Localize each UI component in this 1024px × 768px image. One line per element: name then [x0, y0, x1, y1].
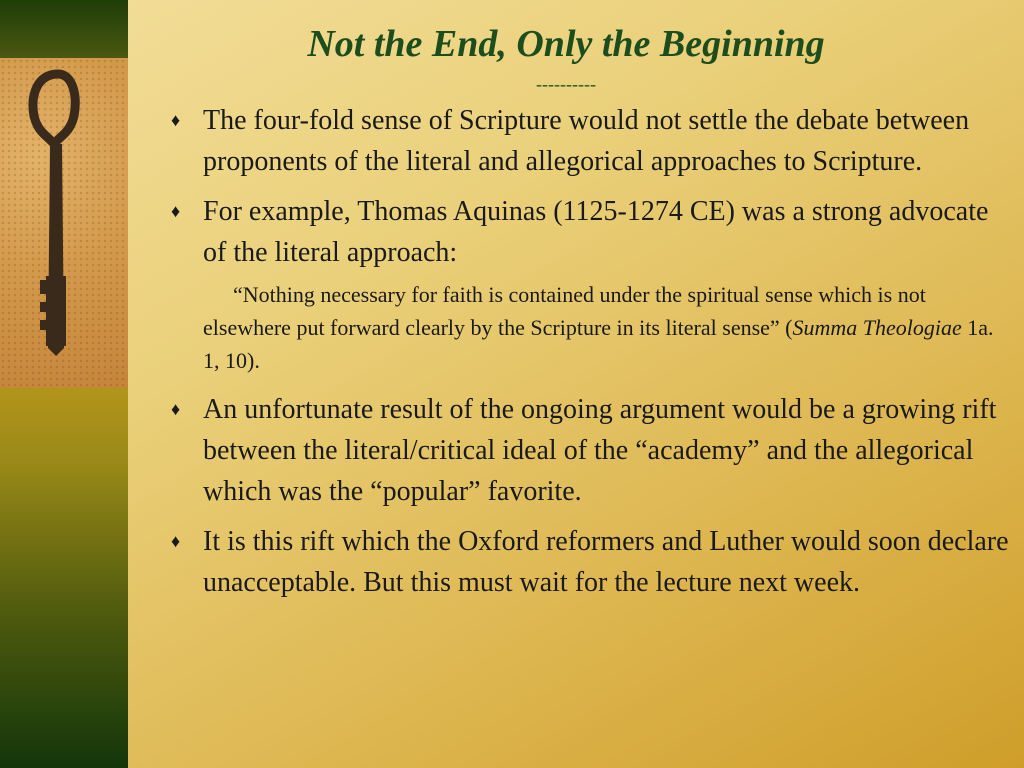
decorative-sidebar [0, 0, 128, 768]
bullet-item [166, 521, 1011, 603]
title-divider: ---------- [536, 74, 596, 94]
bullet-text: It is this rift which the Oxford reformers and Luther would soon declare unacceptable. But this must wait for the lecture next week. [203, 526, 1009, 598]
antique-key-image [0, 58, 128, 388]
aquinas-quote [166, 278, 1011, 377]
bullet-text: For example, Thomas Aquinas (1125-1274 CE) was a strong advocate of the literal approach: [203, 196, 989, 268]
bullet-text: An unfortunate result of the ongoing argument would be a growing rift between the literal/critical ideal of the “academy” and the allegorical which was the “popular” favorite. [203, 394, 997, 507]
quote-citation-ref: 1a. 1, 10). [203, 315, 994, 373]
bullet-item [166, 100, 1011, 182]
bullet-text: The four-fold sense of Scripture would not settle the debate between proponents of the literal and allegorical approaches to Scripture. [203, 105, 970, 177]
diamond-bullet-icon: ♦ [171, 399, 181, 419]
diamond-bullet-icon: ♦ [171, 110, 181, 130]
quote-citation-title: Summa Theologiae [792, 315, 962, 340]
bullet-item [166, 389, 1011, 512]
bullet-item [166, 191, 1011, 273]
quote-text: “Nothing necessary for faith is contained under the spiritual sense which is not elsewhere put forward clearly by the Scripture in its literal sense” ( [203, 282, 926, 340]
slide-title: Not the End, Only the Beginning [307, 23, 825, 65]
diamond-bullet-icon: ♦ [171, 531, 181, 551]
slide-body [166, 100, 1011, 612]
diamond-bullet-icon: ♦ [171, 201, 181, 221]
